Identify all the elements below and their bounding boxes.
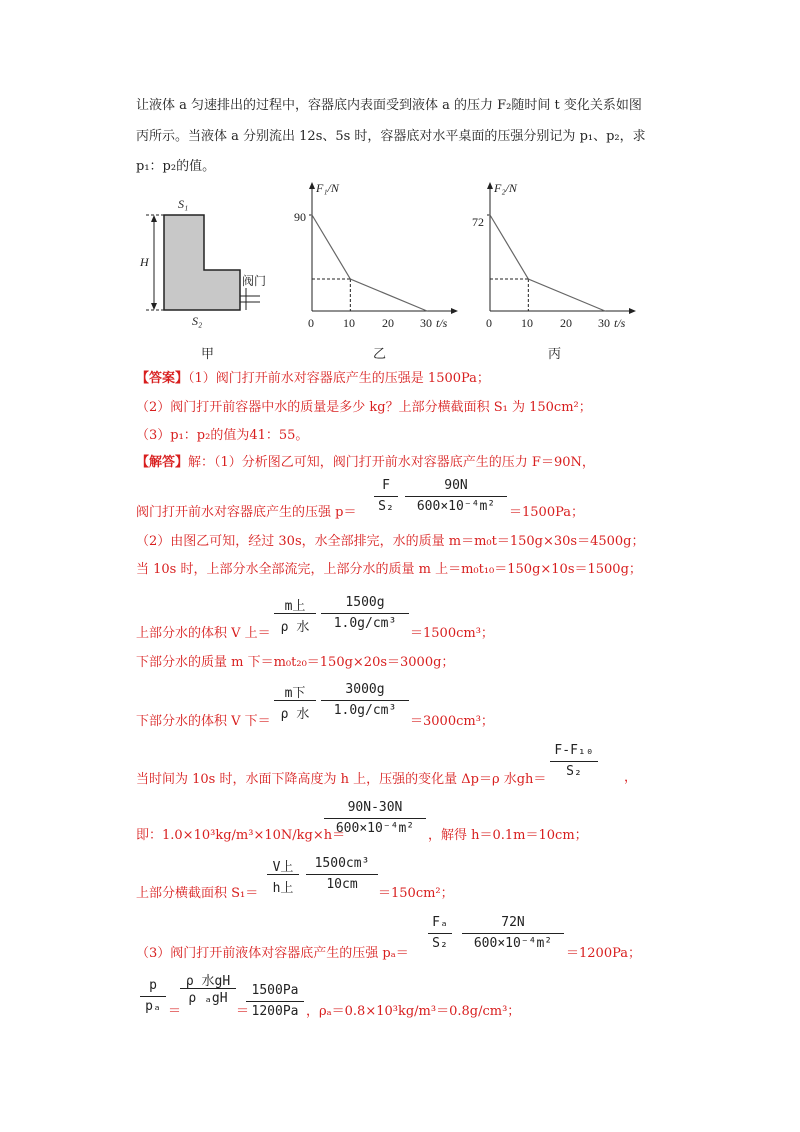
solution-line-11 <box>136 946 409 962</box>
s7-f1-num: m下 <box>284 686 306 701</box>
y-axis-label: F₂/N <box>494 181 517 195</box>
problem-line-1: 让液体 a 匀速排出的过程中，容器底内表面受到液体 a 的压力 F₂随时间 t 变化关系如图 <box>136 98 642 113</box>
s2-f1-num: F <box>382 478 390 493</box>
problem-line-3: p₁：p₂的值。 <box>136 159 216 174</box>
x-tick-0: 0 <box>308 316 314 330</box>
x-axis-label: t/s <box>436 316 448 330</box>
s11-f2-den: 600×10⁻⁴m² <box>473 936 553 951</box>
x-tick-20: 20 <box>560 316 572 330</box>
x-tick-30: 30 <box>420 316 432 330</box>
label-valve: 阀门 <box>242 274 267 288</box>
s10-pre: 上部分横截面积 S₁＝ <box>136 886 259 901</box>
solution-line-4: 当 10s 时，上部分水全部流完，上部分水的质量 m 上＝m₀t₁₀＝150g×10s＝1500g； <box>136 562 642 577</box>
s5-pre: 上部分水的体积 V 上＝ <box>136 626 271 641</box>
caption-bing: 丙 <box>548 347 562 362</box>
bing-point-2 <box>604 310 606 312</box>
chart-yi <box>290 178 460 338</box>
s5-f2-num: 1500g <box>345 595 385 610</box>
solution-line-3: （2）由图乙可知，经过 30s，水全部排完，水的质量 m＝m₀t＝150g×30s＝4500g； <box>136 534 645 549</box>
x-arrow <box>629 308 636 314</box>
s7-f2-num: 3000g <box>345 682 385 697</box>
yi-point-1 <box>350 278 352 280</box>
answer-1: （1）阀门打开前水对容器底产生的压强是 1500Pa； <box>188 371 490 386</box>
s8-pre: 当时间为 10s 时，水面下降高度为 h 上，压强的变化量 Δp＝ρ 水gh＝ <box>136 772 547 787</box>
s2-post: ＝1500Pa； <box>509 505 584 520</box>
s7-post: ＝3000cm³； <box>410 714 494 729</box>
s12-post: ，ρₐ＝0.8×10³kg/m³＝0.8g/cm³； <box>306 1004 521 1019</box>
s11-f1-den: S₂ <box>432 936 448 951</box>
s9-pre: 即：1.0×10³kg/m³×10N/kg×h＝ <box>136 828 346 843</box>
s5-f1-num: m上 <box>284 599 306 614</box>
s8-f-den: S₂ <box>566 764 582 779</box>
x-tick-20: 20 <box>382 316 394 330</box>
s11-f2-num: 72N <box>501 915 525 930</box>
x-tick-0: 0 <box>486 316 492 330</box>
s12-f1-den: pₐ <box>145 999 161 1014</box>
arrow-top <box>151 215 157 222</box>
s2-f2-num: 90N <box>444 478 468 493</box>
s7-f2-den: 1.0g/cm³ <box>333 703 397 718</box>
s10-f1-num: V上 <box>272 860 294 875</box>
s8-post: ， <box>624 770 638 785</box>
x-axis-label: t/s <box>614 316 626 330</box>
solution-1: 解：（1）分析图乙可知，阀门打开前水对容器底产生的压力 F＝90N， <box>188 455 595 470</box>
figure-jia <box>136 188 286 328</box>
s12-eq-1: ＝ <box>168 1004 182 1019</box>
s10-post: ＝150cm²； <box>378 886 454 901</box>
s12-f2-den: ρ ₐgH <box>188 991 228 1006</box>
problem-line-2: 丙所示。当液体 a 分别流出 12s、5s 时，容器底对水平桌面的压强分别记为 p₁、p₂，求 <box>136 129 646 144</box>
solution-line-8 <box>136 772 546 788</box>
label-s1: S₁ <box>178 197 189 211</box>
x-tick-10: 10 <box>521 316 533 330</box>
y-arrow <box>487 182 493 189</box>
x-tick-30: 30 <box>598 316 610 330</box>
s10-f2-num: 1500cm³ <box>314 856 370 871</box>
s7-pre: 下部分水的体积 V 下＝ <box>136 714 271 729</box>
answer-tag: 【答案】 <box>136 371 189 386</box>
y-tick-label: 90 <box>294 210 306 224</box>
caption-jia: 甲 <box>201 347 215 362</box>
s10-f2-den: 10cm <box>326 877 358 892</box>
bing-series-line <box>490 215 605 311</box>
solution-line-1 <box>136 455 595 471</box>
x-arrow <box>451 308 458 314</box>
s11-f1-num: Fₐ <box>432 915 448 930</box>
s2-f1-den: S₂ <box>378 499 394 514</box>
solution-line-2 <box>136 505 356 521</box>
solution-line-9 <box>136 828 345 844</box>
arrow-bottom <box>151 303 157 310</box>
answer-line-1 <box>136 371 490 387</box>
label-s2: S₂ <box>192 314 203 328</box>
label-h: H <box>140 255 149 269</box>
s5-post: ＝1500cm³； <box>410 626 494 641</box>
s9-f-num: 90N-30N <box>347 800 403 815</box>
s10-f1-den: h上 <box>272 881 294 896</box>
s12-f1-num: p <box>149 978 157 993</box>
s12-f3-den: 1200Pa <box>251 1004 299 1019</box>
caption-yi: 乙 <box>373 347 387 362</box>
s9-f-den: 600×10⁻⁴m² <box>335 821 415 836</box>
s7-f1-den: ρ 水 <box>280 707 310 722</box>
s12-f3-num: 1500Pa <box>251 983 299 998</box>
y-arrow <box>309 182 315 189</box>
x-tick-10: 10 <box>343 316 355 330</box>
s5-f1-den: ρ 水 <box>280 620 310 635</box>
s11-post: ＝1200Pa； <box>566 946 641 961</box>
s8-f-num: F-F₁₀ <box>554 743 594 758</box>
s9-post: ，解得 h＝0.1m＝10cm； <box>428 828 588 843</box>
s2-pre: 阀门打开前水对容器底产生的压强 p＝ <box>136 505 357 520</box>
yi-point-0 <box>311 214 313 216</box>
yi-point-2 <box>426 310 428 312</box>
solution-line-6: 下部分水的质量 m 下＝m₀t₂₀＝150g×20s＝3000g； <box>136 655 455 670</box>
solution-line-10 <box>136 886 258 902</box>
yi-series-line <box>312 215 427 311</box>
s11-pre: （3）阀门打开前液体对容器底产生的压强 pₐ＝ <box>136 946 409 961</box>
bing-point-1 <box>528 278 530 280</box>
bing-point-0 <box>489 214 491 216</box>
s12-eq-2: ＝ <box>236 1004 250 1019</box>
s5-f2-den: 1.0g/cm³ <box>333 616 397 631</box>
y-axis-label: F₁/N <box>316 181 339 195</box>
chart-bing <box>468 178 648 338</box>
solution-line-5 <box>136 626 271 642</box>
answer-line-3: （3）p₁：p₂的值为41：55。 <box>136 428 309 443</box>
y-tick-label: 72 <box>472 215 484 229</box>
solution-line-7 <box>136 714 271 730</box>
solution-tag: 【解答】 <box>136 455 189 470</box>
s2-f2-den: 600×10⁻⁴m² <box>416 499 496 514</box>
s12-f2-num: ρ 水gH <box>185 974 231 989</box>
container-shape <box>164 215 240 310</box>
answer-line-2: （2）阀门打开前容器中水的质量是多少 kg？上部分横截面积 S₁ 为 150cm²； <box>136 400 592 415</box>
